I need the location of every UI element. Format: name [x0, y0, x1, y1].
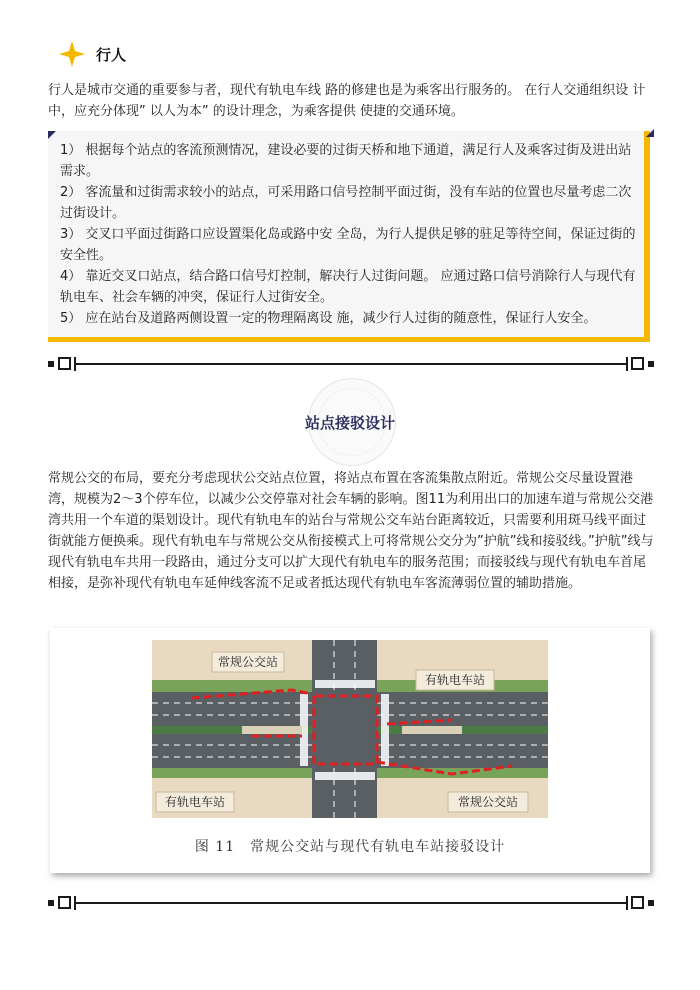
box-corner-decoration: [48, 131, 56, 139]
box-corner-decoration: [646, 129, 654, 137]
guideline-item: 5） 应在站台及道路两侧设置一定的物理隔离设 施，减少行人过街的随意性，保证行人安全。: [60, 311, 597, 326]
guideline-item: 4） 靠近交叉口站点，结合路口信号灯控制，解决行人过街问题。 应通过路口信号消除行人与现代有轨电车、社会车辆的冲突，保证行人过街安全。: [60, 269, 636, 305]
guideline-item: 3） 交叉口平面过街路口应设置渠化岛或路中安 全岛，为行人提供足够的驻足等待空间，保证过街的安全性。: [60, 227, 636, 263]
star-icon: [58, 40, 86, 68]
svg-text:有轨电车站: 有轨电车站: [424, 673, 486, 687]
pedestrian-intro-paragraph: 行人是城市交通的重要参与者，现代有轨电车线 路的修建也是为乘客出行服务的。 在行人交通组织设 计中，应充分体现” 以人为本” 的设计理念，为乘客提供 使捷的交通环境。: [48, 83, 646, 119]
svg-text:常规公交站: 常规公交站: [457, 795, 519, 809]
section-title-station-transfer: 站点接驳设计: [304, 414, 395, 432]
guideline-item: 2） 客流量和过街需求较小的站点，可采用路口信号控制平面过街，没有车站的位置也尽量考虑二次过街设计。: [60, 185, 632, 221]
svg-text:有轨电车站: 有轨电车站: [164, 795, 226, 809]
section-divider: [48, 357, 654, 371]
section-title-pedestrian: 行人: [96, 46, 127, 64]
section-divider: [48, 896, 654, 910]
figure-caption: 图 11 常规公交站与现代有轨电车站接驳设计: [194, 839, 506, 855]
svg-text:常规公交站: 常规公交站: [217, 655, 279, 669]
guideline-list: [60, 140, 640, 329]
station-transfer-paragraph: 常规公交的布局，要充分考虑现状公交站点位置，将站点布置在客流集散点附近。常规公交尽量设置港湾，规模为2～3个停车位，以减少公交停靠对社会车辆的影响。图11为利用出口的加速车道与常规公交港湾共用一个车道的渠划设计。现代有轨电车的站台与常规公交车站台距离较近，只需要利用斑马线平面过街就能方便换乘。现代有轨电车与常规公交从衔接模式上可将常规公交分为”护航”线和接驳线。”护航”线与现代有轨电车共用一段路由，通过分支可以扩大现代有轨电车的服务范围；而接驳线与现代有轨电车首尾相接，是弥补现代有轨电车延伸线客流不足或者抵达现代有轨电车客流薄弱位置的辅助措施。: [48, 471, 654, 591]
intersection-diagram: [152, 640, 548, 818]
guideline-item: 1） 根据每个站点的客流预测情况，建设必要的过街天桥和地下通道，满足行人及乘客过街及进出站需求。: [60, 143, 632, 179]
